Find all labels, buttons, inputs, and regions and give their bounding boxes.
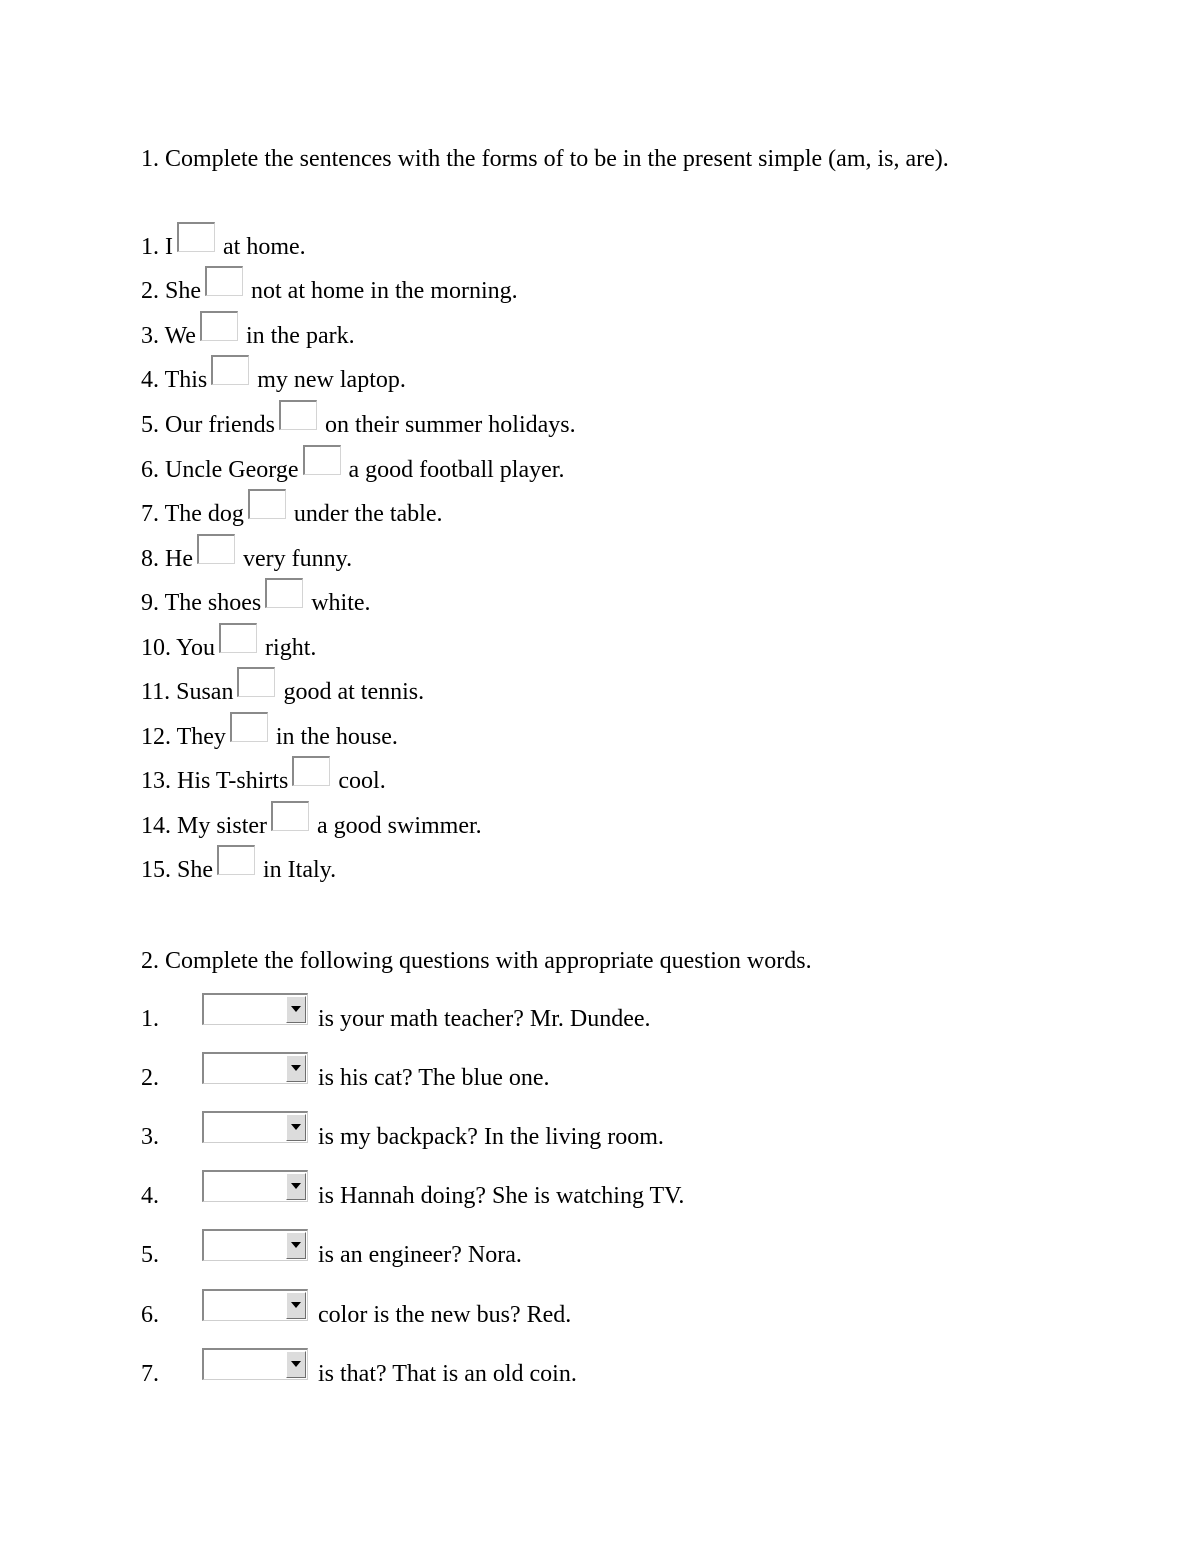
question-text: is Hannah doing? She is watching TV. (318, 1183, 685, 1209)
question-number: 1. (141, 1006, 159, 1032)
sentence-start: 3. We (141, 323, 196, 349)
sentence-line (141, 712, 398, 752)
sentence-end: good at tennis. (283, 679, 425, 705)
question-word-dropdown[interactable] (202, 1348, 308, 1380)
answer-input[interactable] (200, 311, 238, 341)
answer-input[interactable] (219, 623, 257, 653)
question-text: is that? That is an old coin. (318, 1361, 577, 1387)
answer-input[interactable] (265, 578, 303, 608)
sentence-start: 15. She (141, 857, 213, 883)
answer-input[interactable] (197, 534, 235, 564)
sentence-start: 13. His T-shirts (141, 768, 289, 794)
sentence-line (141, 222, 306, 262)
sentence-line (141, 667, 424, 707)
sentence-start: 2. She (141, 278, 201, 304)
answer-input[interactable] (303, 445, 341, 475)
sentence-end: in Italy. (263, 857, 337, 883)
sentence-end: cool. (338, 768, 386, 794)
question-number: 3. (141, 1124, 159, 1150)
answer-input[interactable] (279, 400, 317, 430)
sentence-start: 7. The dog (141, 501, 244, 527)
chevron-down-icon[interactable] (286, 1292, 306, 1319)
question-word-dropdown[interactable] (202, 1229, 308, 1261)
question-word-dropdown[interactable] (202, 993, 308, 1025)
answer-input[interactable] (177, 222, 215, 252)
question-number: 4. (141, 1183, 159, 1209)
sentence-end: white. (311, 590, 371, 616)
question-word-dropdown[interactable] (202, 1170, 308, 1202)
chevron-down-icon[interactable] (286, 1232, 306, 1259)
question-number: 6. (141, 1302, 159, 1328)
sentence-end: on their summer holidays. (324, 412, 576, 438)
sentence-line (141, 311, 355, 351)
answer-input[interactable] (211, 355, 249, 385)
chevron-down-icon[interactable] (286, 1351, 306, 1378)
question-text: is an engineer? Nora. (318, 1242, 522, 1268)
sentence-start: 10. You (141, 635, 216, 661)
sentence-line (141, 355, 406, 395)
sentence-line (141, 845, 336, 885)
chevron-down-icon[interactable] (286, 1173, 306, 1200)
sentence-line (141, 266, 518, 306)
sentence-end: right. (265, 635, 317, 661)
sentence-start: 12. They (141, 724, 226, 750)
sentence-start: 14. My sister (141, 813, 267, 839)
answer-input[interactable] (205, 266, 243, 296)
sentence-start: 8. He (141, 546, 193, 572)
sentence-start: 6. Uncle George (141, 457, 299, 483)
sentence-start: 4. This (141, 367, 208, 393)
sentence-line (141, 489, 443, 529)
answer-input[interactable] (248, 489, 286, 519)
sentence-line (141, 756, 386, 796)
answer-input[interactable] (230, 712, 268, 742)
question-word-dropdown[interactable] (202, 1052, 308, 1084)
sentence-end: at home. (223, 234, 306, 260)
sentence-line (141, 534, 352, 574)
question-word-dropdown[interactable] (202, 1111, 308, 1143)
sentence-start: 9. The shoes (141, 590, 262, 616)
sentence-line (141, 623, 316, 663)
chevron-down-icon[interactable] (286, 1114, 306, 1141)
sentence-end: in the house. (275, 724, 398, 750)
sentence-end: in the park. (245, 323, 355, 349)
sentence-start: 5. Our friends (141, 412, 275, 438)
sentence-line (141, 400, 576, 440)
question-number: 2. (141, 1065, 159, 1091)
chevron-down-icon[interactable] (286, 1055, 306, 1082)
sentence-line (141, 445, 564, 485)
question-text: color is the new bus? Red. (318, 1302, 572, 1328)
exercise-2-heading: 2. Complete the following questions with appropriate question words. (141, 948, 812, 974)
answer-input[interactable] (271, 801, 309, 831)
sentence-line (141, 578, 371, 618)
question-text: is his cat? The blue one. (318, 1065, 550, 1091)
question-number: 7. (141, 1361, 159, 1387)
sentence-end: a good football player. (348, 457, 565, 483)
sentence-start: 1. I (141, 234, 173, 260)
answer-input[interactable] (217, 845, 255, 875)
sentence-end: very funny. (242, 546, 353, 572)
question-word-dropdown[interactable] (202, 1289, 308, 1321)
sentence-end: under the table. (293, 501, 443, 527)
sentence-start: 11. Susan (141, 679, 234, 705)
question-text: is your math teacher? Mr. Dundee. (318, 1006, 651, 1032)
sentence-end: my new laptop. (257, 367, 406, 393)
answer-input[interactable] (292, 756, 330, 786)
sentence-end: not at home in the morning. (251, 278, 518, 304)
question-number: 5. (141, 1242, 159, 1268)
exercise-1-heading: 1. Complete the sentences with the forms of to be in the present simple (am, is, are). (141, 146, 949, 172)
sentence-line (141, 801, 482, 841)
answer-input[interactable] (237, 667, 275, 697)
sentence-end: a good swimmer. (317, 813, 482, 839)
question-text: is my backpack? In the living room. (318, 1124, 664, 1150)
chevron-down-icon[interactable] (286, 996, 306, 1023)
